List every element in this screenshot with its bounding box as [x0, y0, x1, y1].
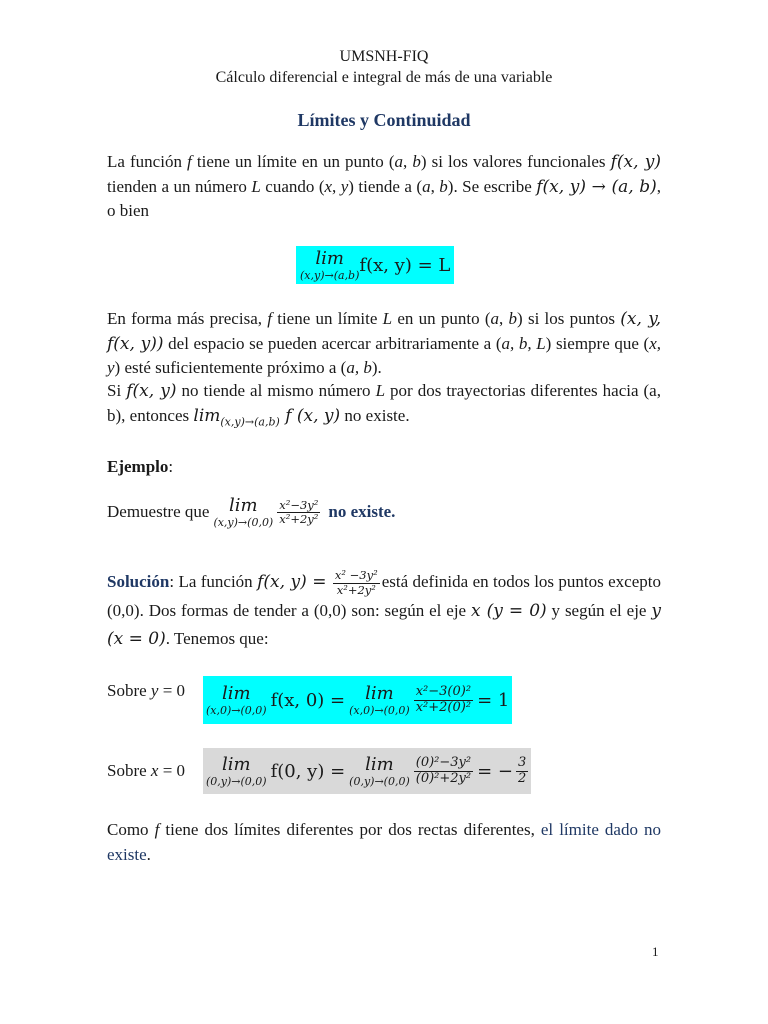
- header-institution: UMSNH-FIQ: [339, 48, 429, 65]
- path-y-equals-zero-formula: lim (x,0)→(0,0) f(x, 0) = lim (x,0)→(0,0) $\frac{\text{x²−3(0)²}}{\text{x²+2(0)²}}$ = 1: [203, 676, 512, 724]
- page-header: [0, 46, 768, 88]
- limit-operator: lim (0,y)→(0,0): [349, 753, 410, 788]
- paragraph-definition: La función f tiene un límite en un punto (a, b) si los valores funcionales f(x, y) tienden a un número L cuando (x, y) tiende a (a, b). Se escribe f(x, y) → (a, b), o bien: [107, 152, 662, 220]
- limit-operator: lim (0,y)→(0,0): [206, 753, 267, 788]
- paragraph-precise-definition: En forma más precisa, f tiene un límite L en un punto (a, b) si los puntos (x, y, f(x, y)) del espacio se pueden acercar arbitrariamente a (a, b, L) siempre que (x, y) esté suficientemente próximo a (a, b).: [107, 309, 661, 377]
- path-x-equals-zero-label: Sobre x = 0: [107, 761, 186, 780]
- conclusion-paragraph: Como f tiene dos límites diferentes por dos rectas diferentes, el límite dado no existe.: [107, 820, 661, 864]
- example-heading: Ejemplo:: [107, 457, 174, 476]
- path-y-equals-zero-label: Sobre y = 0: [107, 681, 186, 700]
- path-x-equals-zero-formula: lim (0,y)→(0,0) f(0, y) = lim (0,y)→(0,0) $\frac{\text{(0)²−3y²}}{\text{(0)²+2y²}}$ = − $\frac{3}{2}$: [203, 748, 531, 794]
- limit-operator: lim (x,y)→(0,0): [213, 495, 274, 529]
- fraction: $\frac{\text{x²−3y²}}{\text{x²+2y²}}$: [279, 497, 319, 526]
- solution-paragraph: Solución: La función f(x, y) = $\frac{\text{x² −3y²}}{\text{x²+2y²}}$ está definida en todos los puntos excepto (0,0). Dos formas de tender a (0,0) son: según el eje x (y = 0) y según el eje y (x = 0). Tenemos que:: [107, 568, 661, 649]
- limit-operator: lim (x,0)→(0,0): [206, 682, 267, 717]
- section-title: Límites y Continuidad: [297, 110, 471, 130]
- result-fraction: $\frac{3}{2}$: [518, 754, 527, 786]
- header-course: Cálculo diferencial e integral de más de una variable: [215, 69, 553, 86]
- page-number: 1: [652, 944, 659, 959]
- fraction: $\frac{\text{x² −3y²}}{\text{x²+2y²}}$: [334, 568, 378, 597]
- limit-operator: lim (x,y)→(a,b): [300, 247, 360, 282]
- paragraph-two-paths: Si f(x, y) no tiende al mismo número L por dos trayectorias diferentes hacia (a, b), entonces $\lim_{(x,y)\to(a,b)} f$ (x, y) no existe.: [107, 381, 661, 428]
- exercise-statement: Demuestre que lim (x,y)→(0,0) $\frac{\text{x²−3y²}}{\text{x²+2y²}}$ no existe.: [107, 495, 396, 529]
- formula-limit-definition: lim (x,y)→(a,b) f(x, y) = L: [296, 246, 454, 284]
- limit-operator: lim (x,0)→(0,0): [349, 682, 410, 717]
- fraction: $\frac{\text{(0)²−3y²}}{\text{(0)²+2y²}}$: [415, 754, 472, 786]
- fraction: $\frac{\text{x²−3(0)²}}{\text{x²+2(0)²}}$: [415, 683, 472, 715]
